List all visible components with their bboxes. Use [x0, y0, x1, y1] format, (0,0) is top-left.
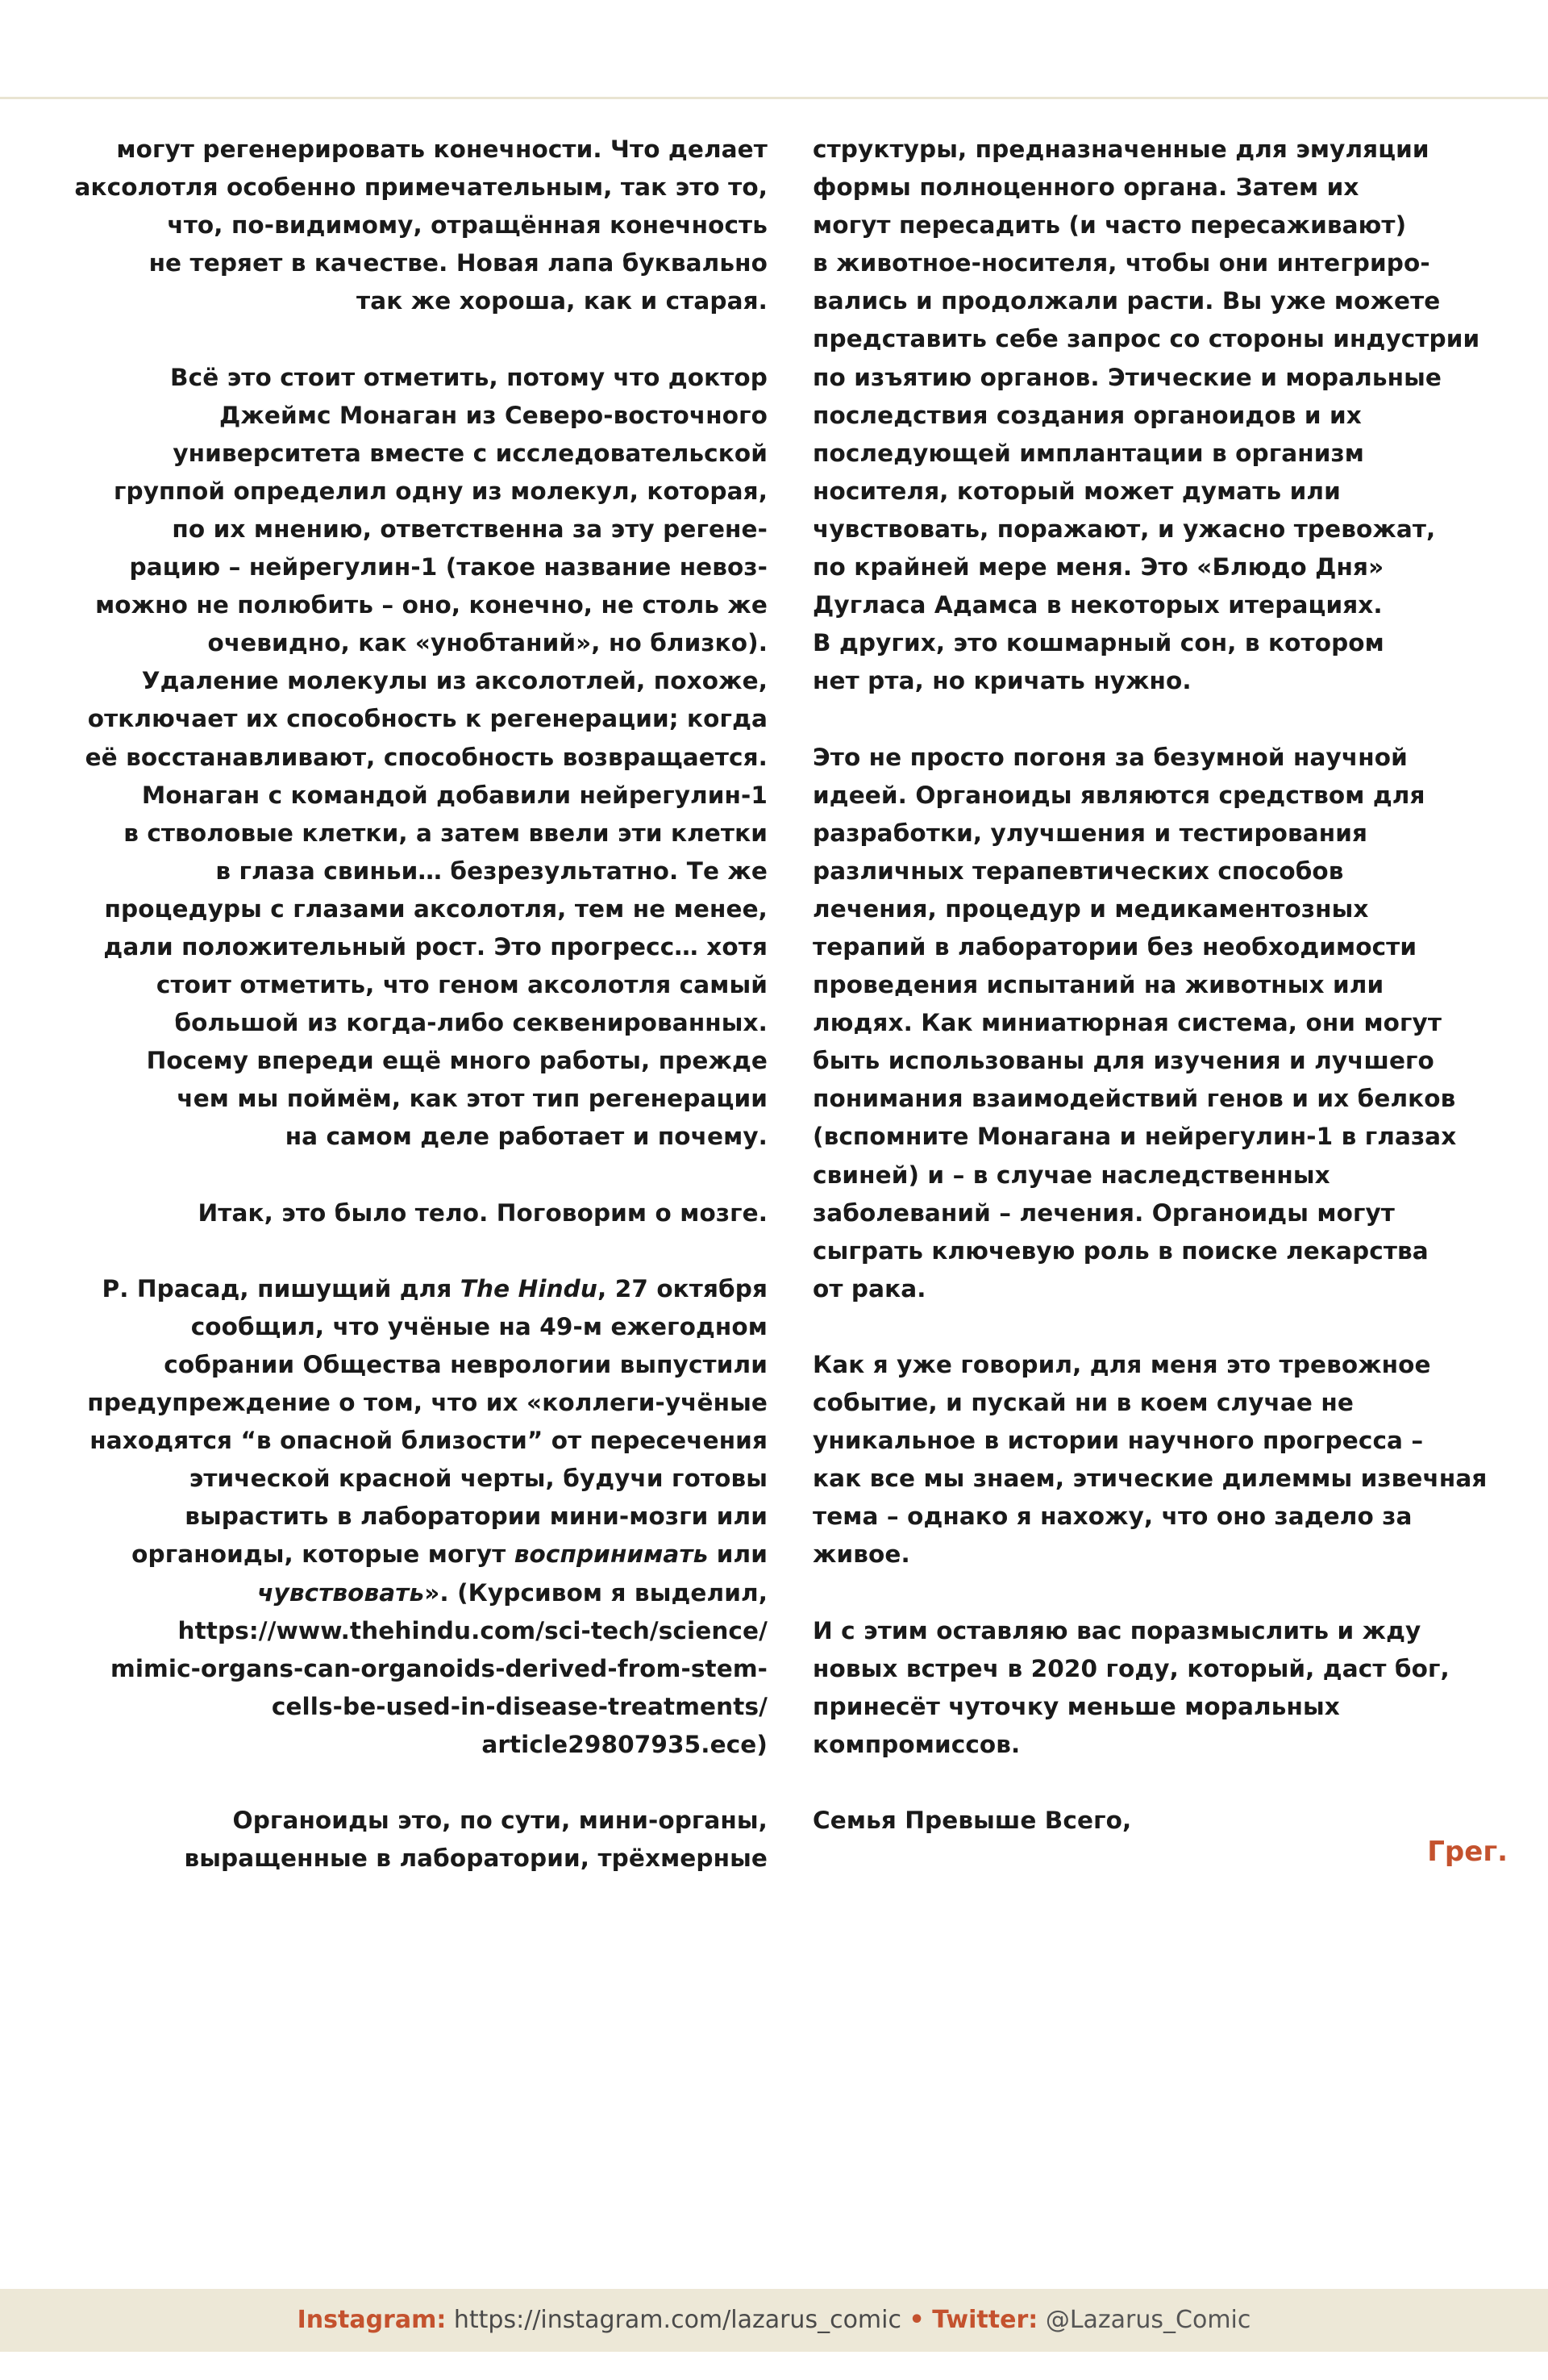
- text-line: Дугласа Адамса в некоторых итерациях.: [813, 591, 1383, 619]
- text-line: mimic-organs-can-organoids-derived-from-stem-: [110, 1654, 768, 1682]
- text-line: Семья Превыше Всего,: [813, 1807, 1132, 1835]
- right-column-paragraph: [813, 1346, 1498, 1574]
- social-footer: [0, 2289, 1548, 2352]
- twitter-label: Twitter:: [932, 2306, 1038, 2334]
- text-line: Джеймс Монаган из Северо-восточного: [219, 401, 768, 429]
- text-line: аксолотля особенно примечательным, так это то,: [74, 173, 768, 202]
- text-line: заболеваний – лечения. Органоиды могут: [813, 1198, 1395, 1227]
- left-text-column: [56, 131, 768, 1915]
- text-line: чувствовать». (Курсивом я выделил,: [257, 1578, 768, 1607]
- text-line: большой из когда-либо секвенированных.: [174, 1009, 768, 1037]
- left-column-paragraph: [56, 131, 768, 320]
- right-column-paragraph: [813, 739, 1498, 1308]
- twitter-link[interactable]: @Lazarus_Comic: [1045, 2306, 1251, 2334]
- text-line: выращенные в лаборатории, трёхмерные: [184, 1844, 768, 1873]
- text-line: (вспомните Монагана и нейрегулин-1 в глазах: [813, 1123, 1457, 1151]
- text-line: собрании Общества неврологии выпустили: [164, 1351, 768, 1378]
- text-line: её восстанавливают, способность возвращается.: [85, 743, 768, 771]
- text-line: вались и продолжали расти. Вы уже можете: [813, 287, 1441, 315]
- text-line: Посему впереди ещё много работы, прежде: [146, 1047, 768, 1075]
- text-line: идеей. Органоиды являются средством для: [813, 781, 1425, 809]
- text-line: проведения испытаний на животных или: [813, 971, 1384, 999]
- text-line: отключает их способность к регенерации; когда: [87, 705, 768, 733]
- text-line: последующей имплантации в организм: [813, 439, 1364, 467]
- text-line: Итак, это было тело. Поговорим о мозге.: [198, 1198, 768, 1227]
- text-line: Всё это стоит отметить, потому что доктор: [170, 363, 768, 391]
- text-line: быть использованы для изучения и лучшего: [813, 1047, 1434, 1075]
- text-line: находятся “в опасной близости” от пересечения: [89, 1427, 768, 1455]
- text-line: так же хороша, как и старая.: [356, 287, 768, 315]
- text-line: принесёт чуточку меньше моральных: [813, 1692, 1340, 1720]
- text-line: различных терапевтических способов: [813, 857, 1344, 885]
- text-line: структуры, предназначенные для эмуляции: [813, 135, 1429, 163]
- text-line: уникальное в истории научного прогресса –: [813, 1427, 1424, 1455]
- text-line: И с этим оставляю вас поразмыслить и жду: [813, 1616, 1421, 1644]
- right-column-paragraph: [813, 1802, 1498, 1840]
- text-line: стоит отметить, что геном аксолотля самый: [156, 971, 768, 999]
- text-line: сообщил, что учёные на 49-м ежегодном: [190, 1312, 768, 1340]
- text-line: свиней) и – в случае наследственных: [813, 1161, 1330, 1189]
- text-line: Р. Прасад, пишущий для The Hindu, 27 октября: [102, 1274, 768, 1303]
- left-column-paragraph: [56, 1802, 768, 1878]
- text-line: могут пересадить (и часто пересаживают): [813, 211, 1407, 240]
- text-line: этической красной черты, будучи готовы: [189, 1465, 768, 1493]
- text-line: понимания взаимодействий генов и их белков: [813, 1085, 1456, 1113]
- signoff-signature: Грег.: [1427, 1836, 1508, 1868]
- text-line: рацию – нейрегулин-1 (такое название невоз-: [129, 553, 768, 581]
- right-column-paragraph: [813, 1612, 1498, 1764]
- text-line: по их мнению, ответственна за эту регене-: [172, 515, 768, 543]
- text-line: чем мы поймём, как этот тип регенерации: [177, 1085, 768, 1113]
- text-line: по изъятию органов. Этические и моральные: [813, 363, 1442, 391]
- text-line: Удаление молекулы из аксолотлей, похоже,: [141, 667, 768, 695]
- text-line: предупреждение о том, что их «коллеги-учёные: [87, 1389, 768, 1417]
- text-line: процедуры с глазами аксолотля, тем не менее,: [104, 894, 768, 923]
- text-line: разработки, улучшения и тестирования: [813, 819, 1368, 847]
- text-line: по крайней мере меня. Это «Блюдо Дня»: [813, 553, 1384, 581]
- footer-separator: •: [909, 2306, 925, 2334]
- text-line: от рака.: [813, 1274, 926, 1303]
- text-line: Монаган с командой добавили нейрегулин-1: [141, 781, 768, 809]
- text-line: могут регенерировать конечности. Что делает: [116, 135, 768, 163]
- text-line: article29807935.ece): [481, 1730, 768, 1758]
- text-line: тема – однако я нахожу, что оно задело за: [813, 1503, 1413, 1531]
- left-column-paragraph: [56, 1194, 768, 1232]
- text-line: cells-be-used-in-disease-treatments/: [271, 1692, 768, 1720]
- text-line: живое.: [813, 1540, 910, 1569]
- right-text-column: [813, 131, 1498, 1878]
- left-column-paragraph: [56, 359, 768, 1157]
- text-line: компромиссов.: [813, 1730, 1021, 1758]
- text-line: сыграть ключевую роль в поиске лекарства: [813, 1236, 1429, 1265]
- text-line: чувствовать, поражают, и ужасно тревожат,: [813, 515, 1436, 543]
- text-line: в животное-носителя, чтобы они интегриро-: [813, 249, 1430, 277]
- text-line: Как я уже говорил, для меня это тревожное: [813, 1351, 1431, 1378]
- text-line: не теряет в качестве. Новая лапа буквально: [148, 249, 768, 277]
- text-line: лечения, процедур и медикаментозных: [813, 894, 1369, 923]
- text-line: вырастить в лаборатории мини-мозги или: [185, 1503, 768, 1531]
- page-top-band: [0, 0, 1548, 99]
- text-line: формы полноценного органа. Затем их: [813, 173, 1359, 202]
- text-line: представить себе запрос со стороны индустрии: [813, 325, 1480, 353]
- text-line: на самом деле работает и почему.: [285, 1123, 768, 1151]
- text-line: можно не полюбить – оно, конечно, не столь же: [95, 591, 768, 619]
- text-line: очевидно, как «унобтаний», но близко).: [207, 629, 768, 657]
- text-line: что, по-видимому, отращённая конечность: [167, 211, 768, 240]
- instagram-label: Instagram:: [297, 2306, 447, 2334]
- text-line: дали положительный рост. Это прогресс… хотя: [103, 932, 768, 961]
- right-column-paragraph: [813, 131, 1498, 700]
- text-line: Это не просто погоня за безумной научной: [813, 743, 1408, 771]
- text-line: в глаза свиньи… безрезультатно. Те же: [215, 857, 768, 885]
- text-line: как все мы знаем, этические дилеммы извечная: [813, 1465, 1488, 1493]
- instagram-link[interactable]: https://instagram.com/lazarus_comic: [453, 2306, 901, 2334]
- left-column-paragraph: [56, 1270, 768, 1764]
- text-line: В других, это кошмарный сон, в котором: [813, 629, 1384, 657]
- text-line: носителя, который может думать или: [813, 477, 1341, 505]
- text-line: новых встреч в 2020 году, который, даст бог,: [813, 1654, 1450, 1682]
- text-line: https://www.thehindu.com/sci-tech/science/: [177, 1616, 768, 1644]
- text-line: группой определил одну из молекул, которая,: [114, 477, 768, 505]
- text-line: органоиды, которые могут воспринимать или: [131, 1540, 768, 1569]
- text-line: нет рта, но кричать нужно.: [813, 667, 1192, 695]
- text-line: университета вместе с исследовательской: [173, 439, 768, 467]
- text-line: событие, и пускай ни в коем случае не: [813, 1389, 1354, 1417]
- text-line: Органоиды это, по сути, мини-органы,: [232, 1807, 768, 1835]
- text-line: людях. Как миниатюрная система, они могут: [813, 1009, 1442, 1037]
- text-line: терапий в лаборатории без необходимости: [813, 932, 1417, 961]
- text-line: последствия создания органоидов и их: [813, 401, 1362, 429]
- text-line: в стволовые клетки, а затем ввели эти клетки: [123, 819, 768, 847]
